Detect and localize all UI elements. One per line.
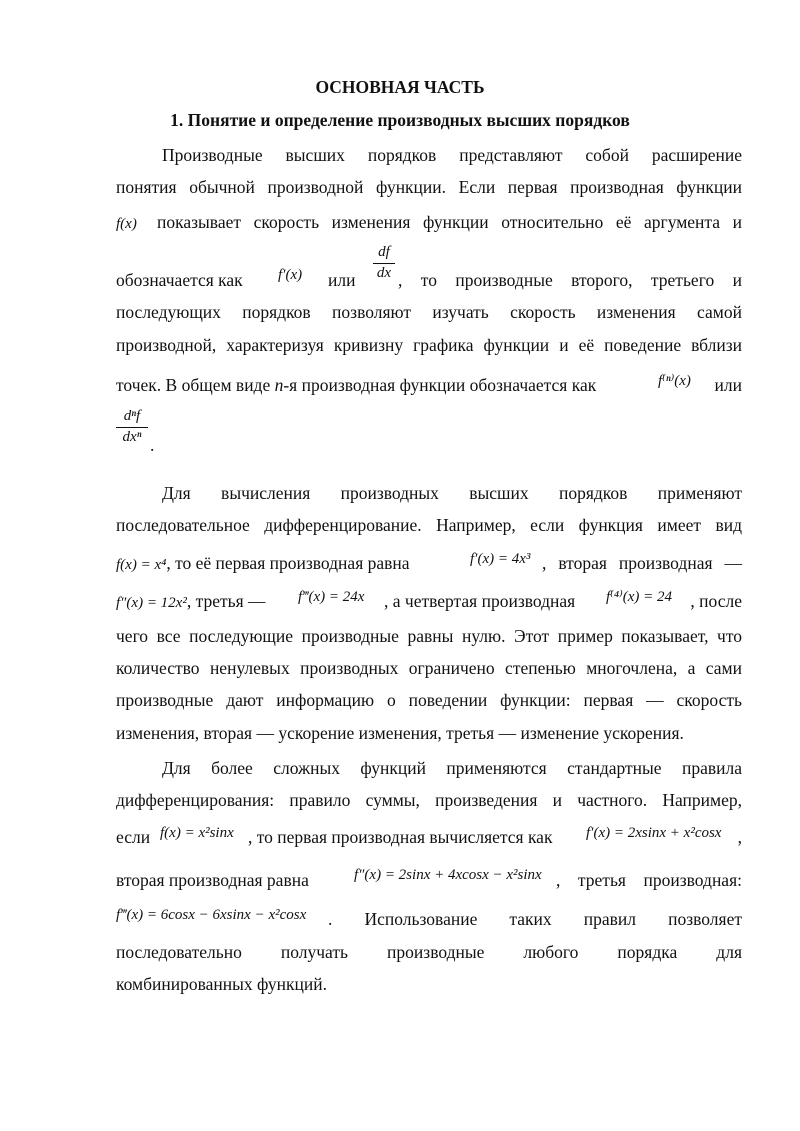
math-f-second-12x2: f″(x) = 12x² — [116, 595, 187, 611]
p1-line-7-a: точек. В общем виде — [116, 375, 275, 395]
p1-line-4 — [116, 269, 742, 291]
p1-end-dot: . — [150, 435, 155, 455]
p2-line-3 — [116, 552, 742, 576]
p1-line-5: последующих порядков позволяют изучать скорость изменения самой — [116, 302, 742, 322]
math-f-prime-4x3: f′(x) = 4x³ — [470, 551, 531, 567]
p3-line-4 — [116, 869, 742, 891]
p1-line-6: производной, характеризуя кривизну графика функции и её поведение вблизи — [116, 335, 742, 355]
math-f-x2sinx: f(x) = x²sinx — [160, 825, 234, 841]
p3-line-3-c: , — [737, 827, 742, 847]
math-f-third-24x: f‴(x) = 24x — [298, 589, 365, 605]
fraction-numerator: df — [378, 244, 390, 260]
p3-line-7: комбинированных функций. — [116, 974, 328, 994]
fraction-denominator: dx — [376, 265, 392, 281]
p3-line-1: Для более сложных функций применяются стандартные правила — [162, 758, 742, 778]
p3-line-4-a: вторая производная равна — [116, 870, 309, 890]
p1-line-3-text: показывает скорость изменения функции относительно её аргумента и — [157, 212, 742, 232]
p3-line-6: последовательно получать производные любого порядка для — [116, 942, 742, 962]
p1-line-7-b: -я производная функции обозначается как — [283, 375, 597, 395]
fraction-bar — [116, 427, 148, 428]
p1-line-7-n: n — [274, 375, 284, 395]
fraction-bar — [373, 263, 395, 264]
p2-line-8: изменения, вторая — ускорение изменения, третья — изменение ускорения. — [116, 723, 684, 743]
p2-line-3-b: , вторая производная — — [542, 553, 742, 573]
p3-line-2: дифференцирования: правило суммы, произведения и частного. Например, — [116, 790, 742, 810]
p2-line-2: последовательное дифференцирование. Например, если функция имеет вид — [116, 515, 742, 535]
subsection-heading: 1. Понятие и определение производных высших порядков — [170, 110, 630, 130]
fraction-df-dx — [373, 244, 395, 282]
math-f-third-product: f‴(x) = 6cosx − 6xsinx − x²cosx — [116, 907, 307, 923]
p3-line-3 — [116, 826, 742, 848]
p3-line-3-a: если — [116, 827, 151, 847]
math-f-prime-product: f′(x) = 2xsinx + x²cosx — [586, 825, 722, 841]
p1-line-7 — [116, 374, 742, 396]
p1-line-1: Производные высших порядков представляют собой расширение — [162, 145, 742, 165]
p2-line-1: Для вычисления производных высших порядков применяют — [162, 483, 742, 503]
p2-line-7: производные дают информацию о поведении функции: первая — скорость — [116, 690, 742, 710]
p3-line-3-b: , то первая производная вычисляется как — [248, 827, 553, 847]
p3-line-5-a: . Использование таких правил позволяет — [328, 909, 742, 929]
math-nth-derivative: f⁽ⁿ⁾(x) — [658, 373, 691, 389]
p2-line-4-b: , а четвертая производная — [384, 591, 576, 611]
section-heading: ОСНОВНАЯ ЧАСТЬ — [315, 77, 485, 97]
fraction-denominator: dxⁿ — [122, 429, 142, 445]
math-f-of-x: f(x) — [116, 216, 137, 232]
math-f-second-product: f″(x) = 2sinx + 4xcosx − x²sinx — [354, 867, 542, 883]
p1-line-4-a: обозначается как — [116, 270, 243, 290]
p1-line-3 — [116, 211, 742, 235]
p1-line-2: понятия обычной производной функции. Если первая производная функции — [116, 177, 742, 197]
p1-line-4-or: или — [328, 270, 356, 290]
p2-line-6: количество ненулевых производных ограничено степенью многочлена, а сами — [116, 658, 742, 678]
p2-line-4-c: , после — [690, 591, 742, 611]
p1-line-7-or: или — [714, 375, 742, 395]
p3-line-4-b: , третья производная: — [556, 870, 742, 890]
p2-line-4-a: , третья — — [186, 591, 266, 611]
math-f-prime: f′(x) — [278, 267, 303, 283]
p2-line-3-a: , то её первая производная равна — [166, 553, 410, 573]
p1-line-4-c: , то производные второго, третьего и — [398, 270, 742, 290]
p2-line-5: чего все последующие производные равны нулю. Этот пример показывает, что — [116, 626, 742, 646]
math-f-fourth-24: f⁽⁴⁾(x) = 24 — [606, 589, 673, 605]
fraction-numerator: dⁿf — [123, 408, 141, 424]
math-f-x4: f(x) = x⁴ — [116, 557, 167, 573]
p2-line-4 — [116, 590, 742, 614]
fraction-dnf-dxn — [116, 408, 148, 446]
